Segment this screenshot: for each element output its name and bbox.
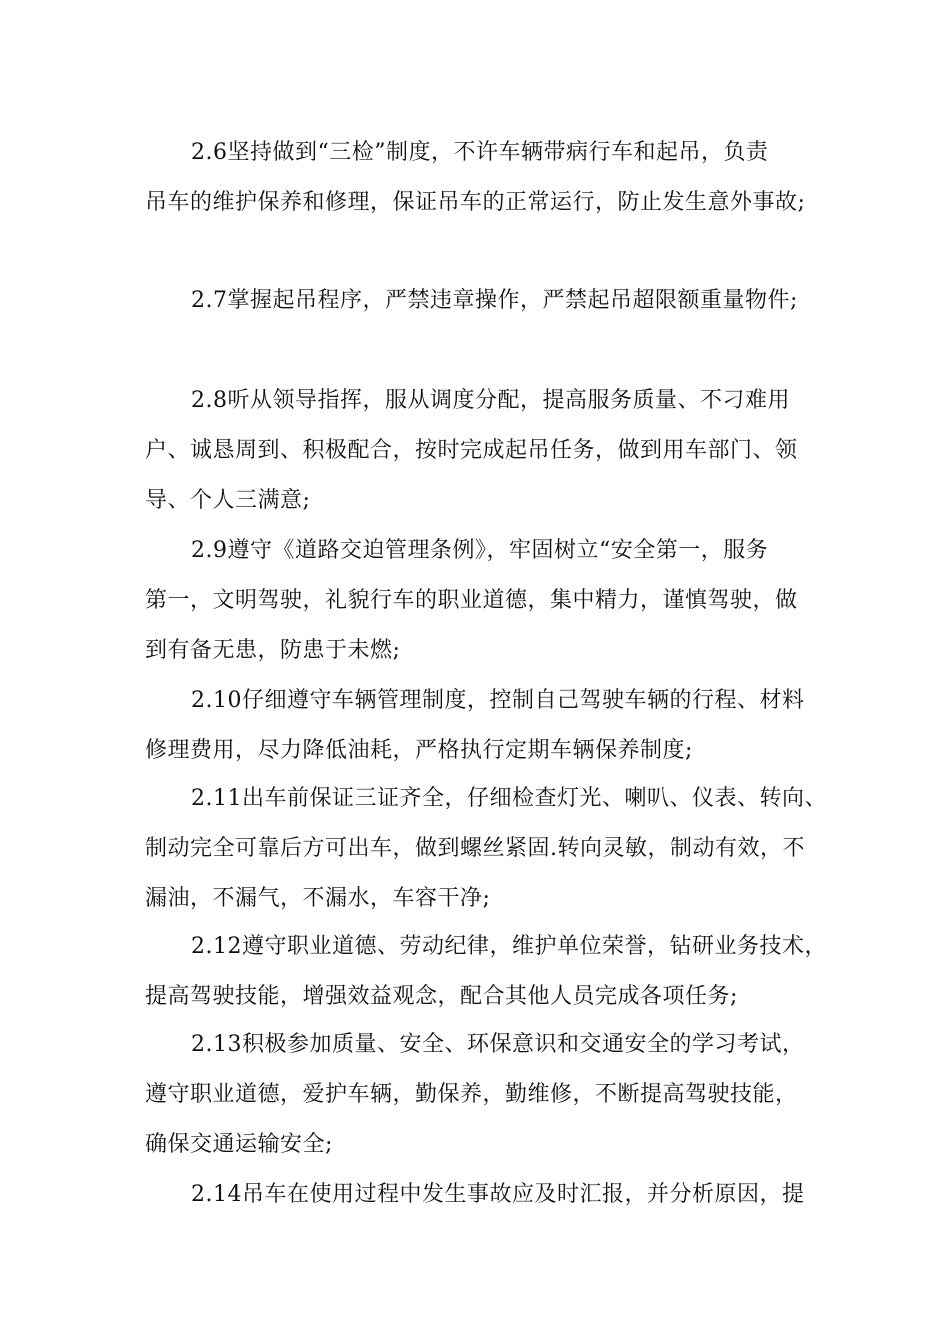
- paragraph-2-9: [145, 526, 825, 676]
- paragraph-2-14: [145, 1170, 825, 1220]
- paragraph-2-6: [145, 128, 825, 228]
- paragraph-line: 2.11出车前保证三证齐全，仔细检查灯光、喇叭、仪表、转向、: [191, 786, 827, 811]
- paragraph-2-7: [145, 276, 825, 326]
- paragraph-2-11: [145, 774, 825, 924]
- paragraph-line: 2.14吊车在使用过程中发生事故应及时汇报，并分析原因，提: [191, 1182, 805, 1207]
- paragraph-2-12: [145, 922, 825, 1022]
- paragraph-line: 确保交通运输安全;: [145, 1132, 333, 1157]
- paragraph-line: 户、诚恳周到、积极配合，按时完成起吊任务，做到用车部门、领: [145, 438, 798, 463]
- paragraph-line: 导、个人三满意;: [145, 488, 311, 513]
- paragraph-line: 遵守职业道德，爱护车辆，勤保养，勤维修，不断提高驾驶技能，: [145, 1082, 798, 1107]
- paragraph-line: 制动完全可靠后方可出车，做到螺丝紧固.转向灵敏，制动有效，不: [145, 836, 805, 861]
- paragraph-line: 第一，文明驾驶，礼貌行车的职业道德，集中精力，谨慎驾驶，做: [145, 588, 798, 613]
- paragraph-line: 2.8听从领导指挥，服从调度分配，提高服务质量、不刁难用: [191, 388, 790, 413]
- paragraph-line: 2.12遵守职业道德、劳动纪律，维护单位荣誉，钻研业务技术，: [191, 934, 827, 959]
- paragraph-line: 2.6坚持做到“三检”制度，不许车辆带病行车和起吊，负责: [191, 140, 769, 165]
- paragraph-line: 2.13积极参加质量、安全、环保意识和交通安全的学习考试，: [191, 1032, 805, 1057]
- paragraph-line: 修理费用，尽力降低油耗，严格执行定期车辆保养制度;: [145, 738, 693, 763]
- paragraph-line: 提高驾驶技能，增强效益观念，配合其他人员完成各项任务;: [145, 984, 738, 1009]
- paragraph-line: 2.9遵守《道路交迫管理条例》，牢固树立“安全第一，服务: [191, 538, 769, 563]
- paragraph-line: 2.7掌握起吊程序，严禁违章操作，严禁起吊超限额重量物件;: [191, 288, 798, 313]
- paragraph-line: 漏油，不漏气，不漏水，车容干净;: [145, 886, 491, 911]
- paragraph-line: 吊车的维护保养和修理，保证吊车的正常运行，防止发生意外事故;: [145, 190, 806, 215]
- paragraph-2-10: [145, 676, 825, 776]
- paragraph-line: 2.10仔细遵守车辆管理制度，控制自己驾驶车辆的行程、材料: [191, 688, 805, 713]
- paragraph-2-8: [145, 376, 825, 526]
- paragraph-2-13: [145, 1020, 825, 1170]
- paragraph-line: 到有备无患，防患于未燃;: [145, 638, 401, 663]
